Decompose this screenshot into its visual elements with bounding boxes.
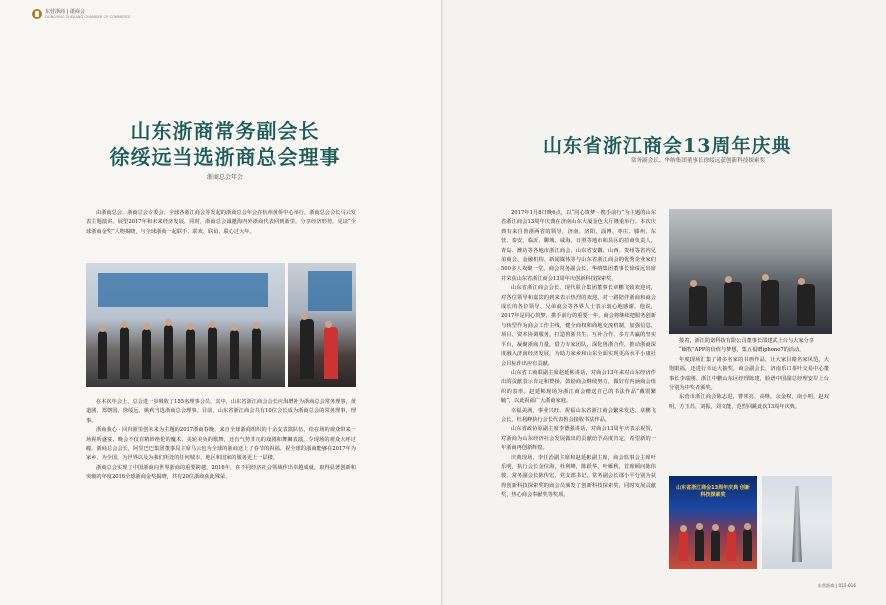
page-footer: 东营浙商 | 015-016 <box>817 583 856 588</box>
event-banner <box>308 271 352 311</box>
right-paragraph-9: 年度现场汇集了诸多名家的书画作品，让大家目睹名家风范，大饱眼福，还进行幸运大抽奖，商会副会长，济南乐口茶叶交易中心董事长李端刚、浙江中鹏山东区经理陈建，脸谱中国副总经理安岸上台分别为中奖者颁奖。 <box>669 356 829 392</box>
right-paragraph-4: 幸福美满，事业兴旺。祝福山东省浙江商会繁荣发达，章鹏飞会长，杜利峰执行会长代表鲁会接收书法作品。 <box>501 407 656 423</box>
right-paragraph-2: 山东省浙江商会会长、现代联合集团董事长章鹏飞致欢迎词，对各位领导和嘉宾的到来表示热烈的欢迎，对一路陪伴浙商和商会成长的各位领导、兄弟商会等各界人士表示衷心地感谢。他说，2017年是同心筑梦，携手前行的重要一年，商会将继续把服务创新与转型作为商会工作主线，健全商权和商地交流机制，加强信息、项目、资本协调服务，打造鲁浙共生、互补合作、多方共赢的坚实平台，凝聚浙商力量，借力专家团队，深化鲁浙合作，推动浙商深度融入济南经济发展，为助力家乡和山东全面实现更高水平小康社会目标作出应有贡献。 <box>501 285 656 367</box>
person-figure <box>186 329 195 379</box>
person-figure <box>695 529 704 561</box>
right-page <box>443 0 886 605</box>
left-paragraph-3: 浙商我心 · 回归浙里创未来为主题的2017浙商春晚，来自全球浙商组织的十余支表演队伍，给在场的观众带来一场视听盛宴，晚会不仅有精妙绝伦的魔术、美轮美奂的歌舞，还有气势非凡的戏剧和舞狮表演，令现场的观众大呼过瘾。浙商总会会长，阿里巴巴集团董事局主席马云也为全球的浙商送上了春节的祝福，祝全球的浙商能够在2017年为家乡、为全国，为世界以及为我们所处的任何城市、地区和国家的服务更上一层楼。 <box>86 427 356 462</box>
page-header <box>32 8 130 19</box>
left-article-intro <box>86 209 356 237</box>
person-figure <box>208 327 217 379</box>
left-article-title <box>70 118 380 170</box>
left-title-line1: 山东浙商常务副会长 <box>130 119 320 143</box>
person-figure <box>164 325 173 379</box>
trophy-icon <box>792 486 802 562</box>
person-figure <box>727 531 736 561</box>
person-figure <box>724 282 742 326</box>
group-photo <box>86 263 285 387</box>
person-figure <box>761 280 779 326</box>
right-paragraph-1: 2017年1月8日晚6点，以“同心筑梦 · 携手前行”为主题的山东省浙江商会13周年庆典在济南山东大厦金色大厅隆重举行。本次庆典有来自鲁浙两省的领导，济南、济阳、淄博、枣庄、滕州、东营、泰安、临沂、聊城、威海、日照等地市和县区的招商负责人，青岛、潍坊等各地市浙江商会、山东省安徽、山西、贵州等省内兄弟商会、金融机构、新闻媒体等与山东省浙江商会的优秀企业家们500多人欢聚一堂。商会常务副会长、华纳集团董事长徐绥远出席并荣获山东省浙江商会13周年庆创新科技探索奖。 <box>501 210 656 282</box>
left-article-body <box>86 398 356 483</box>
person-figure <box>252 328 261 379</box>
person-figure <box>743 529 752 561</box>
event-banner <box>98 273 268 307</box>
left-title-line2: 徐绥远当选浙商总会理事 <box>109 145 341 169</box>
magazine-name-en: DONGYING ZHEJIANG CHAMBER OF COMMERCE <box>45 15 131 19</box>
right-article-subtitle: 常务副会长、华纳集团董事长徐绥远获创新科技探索奖 <box>630 158 766 164</box>
right-paragraph-8: “蜗牧”APP的价值与梦想，集五福赠iphone7的活动。 <box>679 347 805 354</box>
right-article-side-column <box>669 337 829 412</box>
right-paragraph-3: 山东省工商联副主席赵延彬讲话，对商会13年来对山东经济作出的贡献表示肯定和赞扬，鼓励商会继续努力，做好有内涵商会组织的表率。赵延彬现场为浙江商会赠送自己的书法作品“戴震繁毓”，以此祝福广大浙商家庭。 <box>501 369 656 405</box>
left-paragraph-4: 浙商总会实现了中国浙商向世界浙商的重要跨越，2016年，在不同经济社会领域作出卓越成就，取得显著创新和突破的年度2016全球浙商金奖揭晓，共有20位浙商获此殊荣。 <box>86 464 356 481</box>
person-figure <box>300 319 314 379</box>
right-article-main-column <box>501 209 656 501</box>
magazine-name: 东营浙商 | 浙商会 <box>45 9 85 15</box>
person-figure <box>230 330 239 379</box>
person-figure <box>142 329 151 379</box>
right-paragraph-7: 接着，浙江防诺科技有限公司董事长邵建武上台与大家分享 <box>679 338 814 344</box>
person-figure <box>324 327 338 379</box>
right-article-title: 山东省浙江商会13周年庆典 <box>543 135 792 157</box>
stage-banner-text: 山东省浙江商会13周年庆典 创新科技探索奖 <box>676 485 750 498</box>
left-paragraph-2: 在本次年会上，总会进一步吸收了155名理事会员，其中，山东省浙江商会会长应海增补为浙商总会常务理事，黄道剧、郑朝国、徐绥远、姚莉当选浙商总会理事。目前，山东省浙江商会共有10位会长成为浙商总会的常务理事、理事。 <box>86 399 356 424</box>
right-paragraph-10: 东营市浙江商会陈志进，曹邦亮，高继，余金权，南小明，赵双明，方玉苏，刘振，刘文能，范烈回跳此次13周年庆典。 <box>669 394 829 410</box>
person-figure <box>797 284 815 326</box>
person-figure <box>711 530 720 561</box>
trophy-photo <box>762 476 832 569</box>
left-paragraph-1: 由浙商总会、浙商总会专委会、全球各浙江商会等发起的浙商总会年会在杭州黄侨中心举行，浙商总会会长马云发表主题演讲。展望2017年和未来经济发展，同时，浙商总会诚邀海内外浙商代表回到浙里，分享经济形势，见证“全球浙商金奖”人物揭晓，与全球浙商一起联手、联欢、联谊、联心过大年。 <box>86 210 356 235</box>
portrait-photo <box>288 263 356 387</box>
person-figure <box>98 331 107 379</box>
person-figure <box>120 327 129 379</box>
stage-photo <box>669 476 757 569</box>
left-article-subtitle: 浙商总会年会 <box>206 174 243 181</box>
right-paragraph-6: 庆典现场，李任治副主席和赵延彬副主席，商会监事会主席叶乐明，执行会长金位海，杜利峰，陈跃华，叶雁秋，首席顾问陈伟骏，常务副会长陈传宏、党支部书记、常务副会长邵小平分别为获得创新科技探索奖的商会员颁发了创新科技探索奖，同时发展贡献奖、热心商会奉献奖等奖项。 <box>501 454 656 499</box>
magazine-logo-icon <box>32 9 42 19</box>
person-figure <box>679 531 688 561</box>
person-figure <box>689 286 707 326</box>
right-paragraph-5: 山东省政协原副主席李德强讲话，对商会13周年庆表示祝贺，对浙商为山东经济社会发展做出的贡献给予高度肯定，希望新的一年浙商再创新辉煌。 <box>501 426 656 452</box>
meeting-photo <box>669 209 832 334</box>
